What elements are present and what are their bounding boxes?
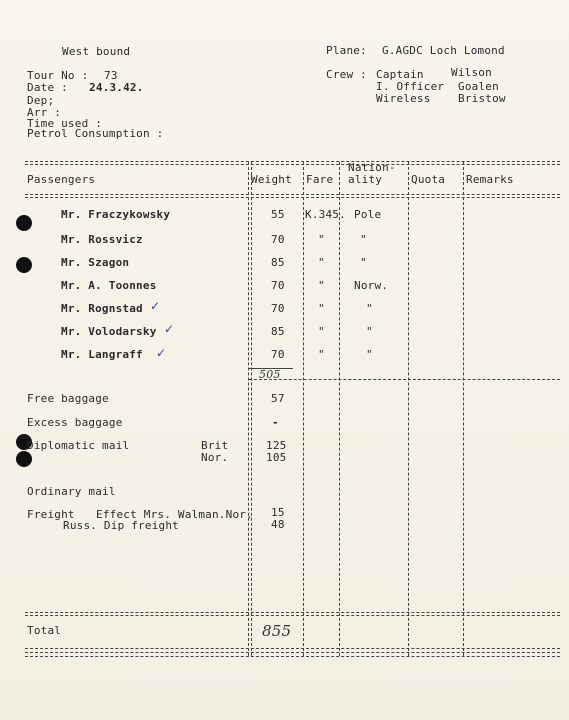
passenger-name: Mr. Szagon xyxy=(61,256,130,269)
date-label: Date : xyxy=(27,81,68,94)
column-header-quota: Quota xyxy=(411,173,446,186)
checkmark-icon: ✓ xyxy=(156,346,167,360)
passenger-nationality: " xyxy=(366,348,373,361)
passenger-fare: " xyxy=(318,233,325,246)
punch-hole xyxy=(16,257,32,273)
passenger-weight: 70 xyxy=(271,302,285,315)
subtotal-rule xyxy=(249,379,560,380)
passenger-weight: 55 xyxy=(271,208,285,221)
plane-label: Plane: xyxy=(326,44,367,57)
header-bottom-rule xyxy=(25,194,560,195)
total-bottom-rule xyxy=(25,656,560,657)
passenger-name: Mr. Langraff xyxy=(61,348,143,361)
dep-label: Dep; xyxy=(27,94,55,107)
crew-name: Wilson xyxy=(451,66,492,79)
passenger-name: Mr. A. Toonnes xyxy=(61,279,157,292)
crew-role: Captain xyxy=(376,68,424,81)
passenger-fare: " xyxy=(318,302,325,315)
column-divider xyxy=(248,162,249,656)
passenger-name: Mr. Fraczykowsky xyxy=(61,208,171,221)
tour-no: 73 xyxy=(104,69,118,82)
diplomatic-origin: Nor. xyxy=(201,451,229,464)
diplomatic-mail-label: Diplomatic mail xyxy=(27,439,130,452)
passenger-fare: K.345. xyxy=(305,208,346,221)
crew-role: I. Officer xyxy=(376,80,445,93)
free-baggage-weight: 57 xyxy=(271,392,285,405)
passenger-fare: " xyxy=(318,279,325,292)
free-baggage-label: Free baggage xyxy=(27,392,109,405)
column-header-remarks: Remarks xyxy=(466,173,514,186)
header-bottom-rule xyxy=(25,197,560,198)
passenger-weight: 70 xyxy=(271,233,285,246)
total-weight: 855 xyxy=(262,622,292,640)
punch-hole xyxy=(16,451,32,467)
passenger-weight: 85 xyxy=(271,325,285,338)
crew-label: Crew : xyxy=(326,68,367,81)
total-top-rule xyxy=(25,612,560,613)
passenger-nationality: " xyxy=(360,233,367,246)
excess-baggage-label: Excess baggage xyxy=(27,416,123,429)
total-bottom-rule xyxy=(25,648,560,649)
passenger-name: Mr. Volodarsky xyxy=(61,325,157,338)
petrol-label: Petrol Consumption : xyxy=(27,127,164,140)
passenger-weight: 70 xyxy=(271,279,285,292)
passenger-nationality: " xyxy=(366,325,373,338)
date: 24.3.42. xyxy=(89,81,144,94)
table-top-rule xyxy=(25,164,560,165)
passenger-nationality: " xyxy=(366,302,373,315)
column-divider xyxy=(251,162,252,656)
plane: G.AGDC Loch Lomond xyxy=(382,44,505,57)
crew-name: Goalen xyxy=(458,80,499,93)
passenger-fare: " xyxy=(318,256,325,269)
passenger-weight: 70 xyxy=(271,348,285,361)
excess-baggage-weight: - xyxy=(272,416,279,429)
table-top-rule xyxy=(25,161,560,162)
column-header-fare: Fare xyxy=(306,173,334,186)
column-header-nationality: ality xyxy=(348,173,383,186)
column-header-weight: Weight xyxy=(251,173,292,186)
passenger-subtotal: 505 xyxy=(259,368,281,381)
passenger-weight: 85 xyxy=(271,256,285,269)
total-top-rule xyxy=(25,615,560,616)
diplomatic-weight: 105 xyxy=(266,451,287,464)
passenger-nationality: " xyxy=(360,256,367,269)
freight-weight: 48 xyxy=(271,518,285,531)
passenger-nationality: Norw. xyxy=(354,279,389,292)
column-header-passengers: Passengers xyxy=(27,173,96,186)
passenger-nationality: Pole xyxy=(354,208,382,221)
passenger-name: Mr. Rossvicz xyxy=(61,233,143,246)
diplomatic-origin: Brit xyxy=(201,439,229,452)
direction: West bound xyxy=(62,45,131,58)
punch-hole xyxy=(16,215,32,231)
freight-weight: 15 xyxy=(271,506,285,519)
passenger-fare: " xyxy=(318,348,325,361)
column-header-nationality: Nation- xyxy=(348,161,396,174)
arr-label: Arr : xyxy=(27,106,62,119)
freight-description: Effect Mrs. Walman.Nor. xyxy=(96,508,253,521)
tour-label: Tour No : xyxy=(27,69,89,82)
column-divider xyxy=(339,162,340,656)
column-divider xyxy=(408,162,409,656)
freight-label: Freight xyxy=(27,508,75,521)
diplomatic-weight: 125 xyxy=(266,439,287,452)
checkmark-icon: ✓ xyxy=(164,322,175,336)
passenger-fare: " xyxy=(318,325,325,338)
passenger-name: Mr. Rognstad xyxy=(61,302,143,315)
crew-name: Bristow xyxy=(458,92,506,105)
column-divider xyxy=(463,162,464,656)
total-bottom-rule xyxy=(25,652,560,653)
total-label: Total xyxy=(27,624,62,637)
ordinary-mail-label: Ordinary mail xyxy=(27,485,116,498)
time-used-label: Time used : xyxy=(27,117,103,130)
checkmark-icon: ✓ xyxy=(150,299,161,313)
column-divider xyxy=(303,162,304,656)
crew-role: Wireless xyxy=(376,92,431,105)
freight-description: Russ. Dip freight xyxy=(63,519,179,532)
